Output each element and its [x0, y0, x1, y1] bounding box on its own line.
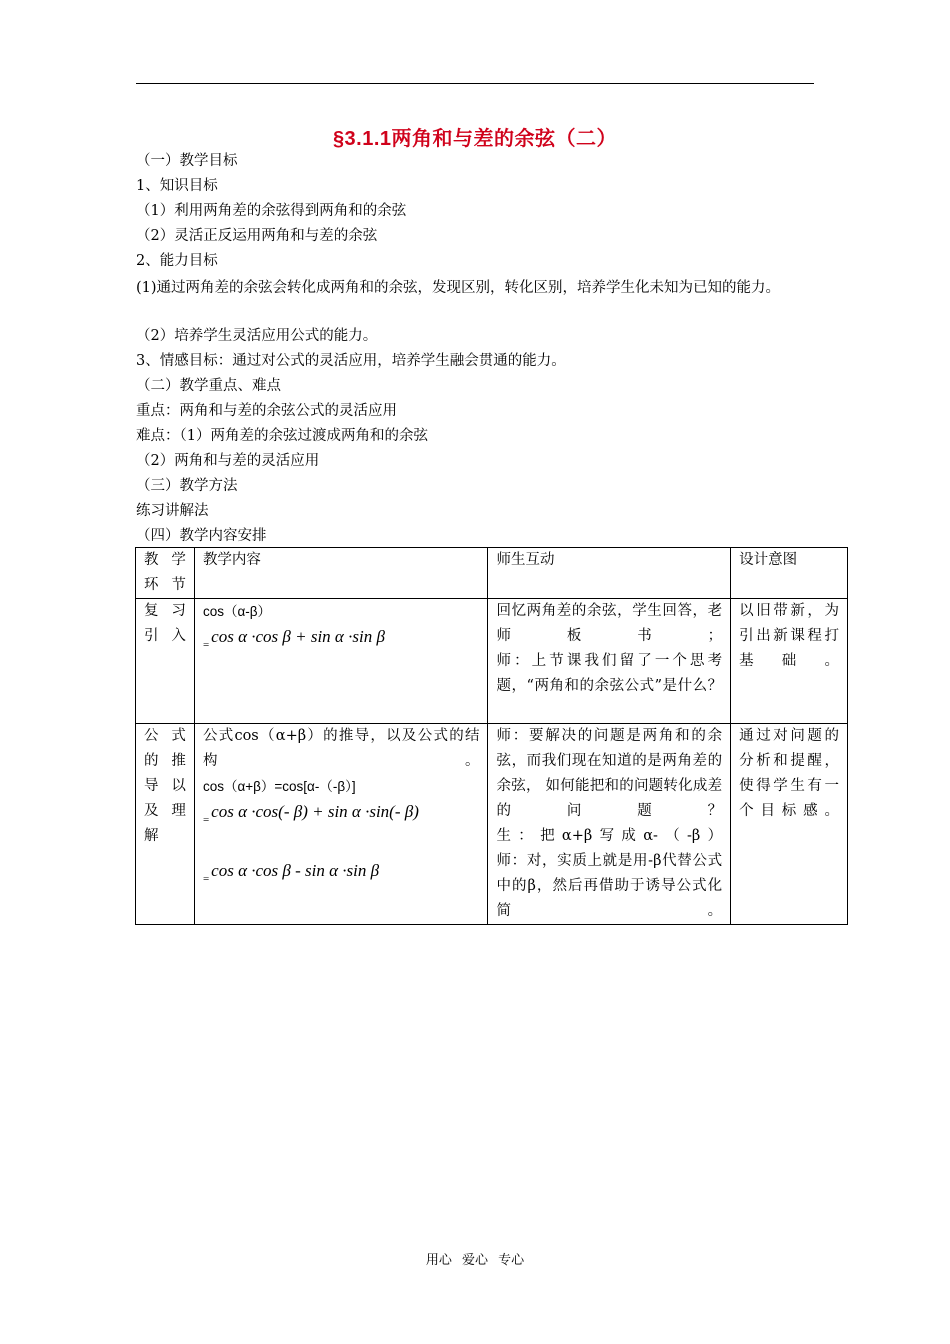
text-line: 难点：（1）两角差的余弦过渡成两角和的余弦 [136, 428, 428, 444]
text-line: （2）两角和与差的灵活应用 [136, 453, 320, 469]
text-line: 练习讲解法 [136, 503, 209, 519]
text-paragraph: (1)通过两角差的余弦会转化成两角和的余弦，发现区别，转化区别，培养学生化未知为已知的能力。 [136, 280, 781, 296]
text-line: 3、情感目标：通过对公式的灵活应用，培养学生融会贯通的能力。 [136, 353, 566, 369]
text-line: （2）灵活正反运用两角和与差的余弦 [136, 228, 378, 244]
formula-text: cos α ·cos β + sin α ·sin β [211, 627, 385, 646]
content-text: cos（α-β） [202, 604, 272, 619]
content-text: 公式cos（α+β）的推导，以及公式的结构。 [202, 728, 480, 769]
formula-text: cos α ·cos(- β) + sin α ·sin(- β) [211, 802, 419, 821]
text-line: 2、能力目标 [136, 253, 218, 269]
row-intent: 通过对问题的分析和提醒，使得学生有一个目标感。 [731, 724, 848, 925]
row-stage: 公 式 的 推 导 以 及 理 解 [136, 724, 195, 925]
formula [203, 799, 480, 833]
lesson-plan-table [135, 547, 848, 925]
text-line: （1）利用两角差的余弦得到两角和的余弦 [136, 203, 407, 219]
row-content [194, 599, 488, 724]
section-heading: （二）教学重点、难点 [136, 378, 281, 394]
row-intent: 以旧带新，为引出新课程打基础。 [731, 599, 848, 724]
page-footer: 用心 爱心 专心 [425, 1253, 525, 1268]
table-header-row [136, 548, 848, 599]
row-content [194, 724, 488, 925]
section-heading: （三）教学方法 [136, 478, 238, 494]
formula-text: cos α ·cos β - sin α ·sin β [211, 861, 380, 880]
equals-sign: = [202, 873, 210, 885]
header-stage: 教 学 环节 [136, 548, 195, 599]
table-row [136, 724, 848, 925]
formula [203, 624, 480, 658]
header-interaction: 师生互动 [488, 548, 731, 599]
header-rule [136, 83, 814, 84]
equals-sign: = [202, 814, 210, 826]
text-line: 1、知识目标 [136, 178, 218, 194]
text-line: 重点：两角和与差的余弦公式的灵活应用 [136, 403, 397, 419]
formula [203, 858, 480, 892]
header-content: 教学内容 [194, 548, 488, 599]
section-heading: （四）教学内容安排 [136, 528, 267, 544]
content-text: cos（α+β）=cos[α-（-β）] [202, 779, 356, 794]
table-row [136, 599, 848, 724]
row-interaction: 回忆两角差的余弦，学生回答，老师板书； 师：上节课我们留了一个思考题，“两角和的余弦公式”是什么？ [488, 599, 731, 724]
header-intent: 设计意图 [731, 548, 848, 599]
equals-sign: = [202, 639, 210, 651]
row-interaction: 师：要解决的问题是两角和的余弦，而我们现在知道的是两角差的余弦， 如何能把和的问题转化成差的问题？ 生：把α+β写成α-（-β） 师：对，实质上就是用-β代替公式中的β，然后再借助于诱导公式化简。 [488, 724, 731, 925]
section-heading: （一）教学目标 [136, 153, 238, 169]
row-stage: 复 习 引入 [136, 599, 195, 724]
page-title: §3.1.1两角和与差的余弦（二） [332, 128, 618, 150]
text-line: （2）培养学生灵活应用公式的能力。 [136, 328, 378, 344]
